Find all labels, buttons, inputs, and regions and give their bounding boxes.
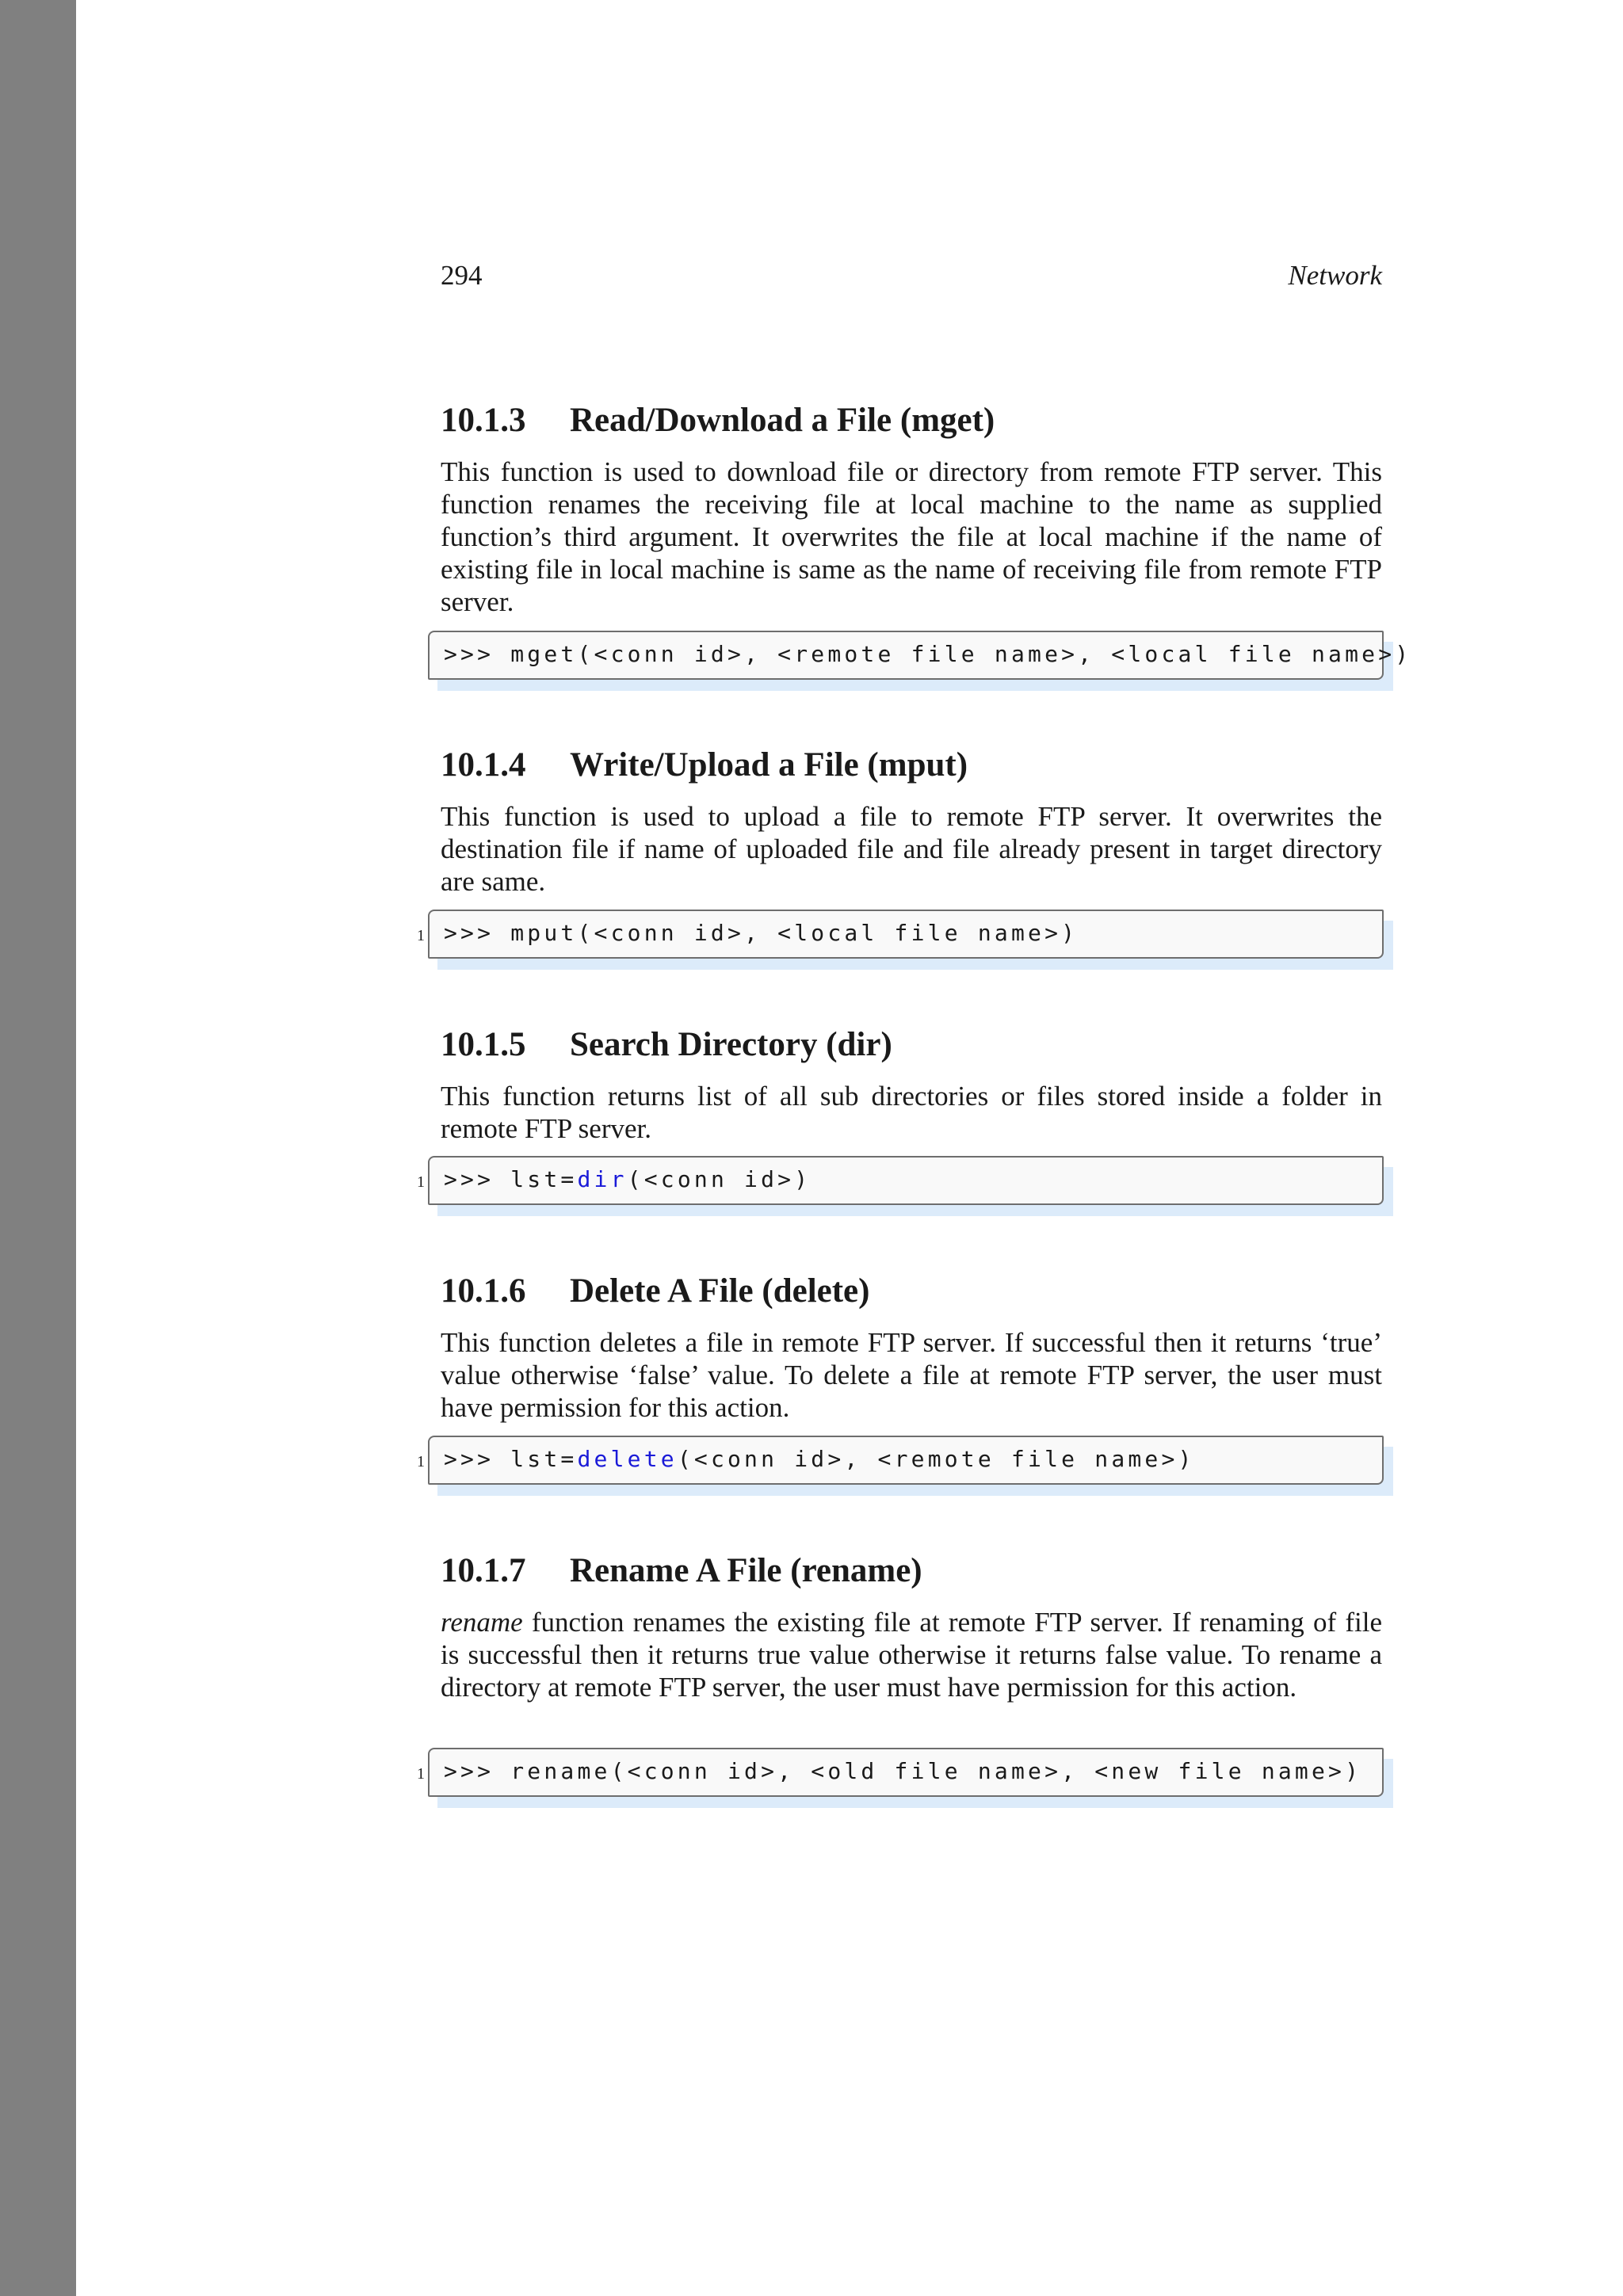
code-text-rest: (<conn id>, <remote file name>) bbox=[677, 1446, 1195, 1472]
section-number: 10.1.7 bbox=[441, 1552, 526, 1589]
page-number: 294 bbox=[441, 260, 483, 291]
section-number: 10.1.4 bbox=[441, 746, 526, 784]
section-heading bbox=[441, 1550, 1382, 1592]
code-keyword: delete bbox=[577, 1446, 678, 1472]
code-line bbox=[444, 1166, 811, 1192]
code-text: >>> mget(<conn id>, <remote file name>, <local file name>) bbox=[444, 641, 1412, 667]
code-box bbox=[428, 1156, 1384, 1205]
code-line-number: 1 bbox=[417, 1173, 425, 1191]
code-text: >>> lst= bbox=[444, 1446, 578, 1472]
section-dir bbox=[417, 1024, 1382, 1192]
section-paragraph bbox=[441, 1606, 1382, 1703]
page-edge-bar bbox=[0, 0, 76, 2296]
code-listing bbox=[417, 1748, 1384, 1797]
section-title: Rename A File (rename) bbox=[570, 1552, 922, 1589]
code-text: >>> lst= bbox=[444, 1166, 578, 1192]
section-paragraph: This function returns list of all sub directories or files stored inside a folder in remote FTP server. bbox=[441, 1081, 1382, 1144]
code-line-number: 1 bbox=[417, 1765, 425, 1783]
running-header bbox=[441, 260, 1382, 299]
code-box bbox=[428, 1748, 1384, 1797]
section-number: 10.1.5 bbox=[441, 1026, 526, 1063]
code-listing bbox=[417, 910, 1384, 959]
section-paragraph: This function is used to download file or directory from remote FTP server. This function renames the receiving file at local machine to the name as supplied function’s third argument. It overwrites the file at local machine if the name of existing file in local machine is same as the name of receiving file from remote FTP server. bbox=[441, 456, 1382, 617]
chapter-title: Network bbox=[1288, 260, 1382, 291]
section-title: Write/Upload a File (mput) bbox=[570, 746, 968, 784]
code-line bbox=[444, 641, 1411, 667]
section-number: 10.1.3 bbox=[441, 402, 526, 439]
section-mput bbox=[417, 745, 1382, 946]
section-heading bbox=[441, 745, 1382, 786]
code-line-number: 1 bbox=[417, 1453, 425, 1470]
code-line-number: 1 bbox=[417, 927, 425, 944]
code-listing bbox=[428, 631, 1412, 680]
code-box bbox=[428, 1436, 1384, 1485]
code-box bbox=[428, 910, 1384, 959]
section-paragraph: This function is used to upload a file to remote FTP server. It overwrites the destination file if name of uploaded file and file already present in target directory are same. bbox=[441, 801, 1382, 897]
section-heading bbox=[441, 1271, 1382, 1312]
section-heading bbox=[441, 400, 1382, 441]
section-title: Search Directory (dir) bbox=[570, 1026, 892, 1063]
code-box bbox=[428, 631, 1412, 680]
paragraph-text: function renames the existing file at remote FTP server. If renaming of file is successful then it returns true value otherwise it returns false value. To rename a directory at remote FTP server, the user must have permission for this action. bbox=[441, 1607, 1382, 1703]
section-title: Read/Download a File (mget) bbox=[570, 402, 995, 439]
section-heading bbox=[441, 1024, 1382, 1066]
section-rename bbox=[417, 1550, 1382, 1784]
section-mget bbox=[441, 400, 1412, 667]
section-delete bbox=[417, 1271, 1382, 1472]
code-keyword: dir bbox=[577, 1166, 628, 1192]
code-text-rest: (<conn id>) bbox=[627, 1166, 812, 1192]
section-number: 10.1.6 bbox=[441, 1272, 526, 1310]
code-text: >>> mput(<conn id>, <local file name>) bbox=[444, 920, 1079, 946]
code-line bbox=[444, 1446, 1195, 1472]
code-line bbox=[444, 1758, 1361, 1784]
code-listing bbox=[417, 1436, 1384, 1485]
code-line bbox=[444, 920, 1078, 946]
section-paragraph: This function deletes a file in remote FTP server. If successful then it returns ‘true’ value otherwise ‘false’ value. To delete a file at remote FTP server, the user must have permission for this action. bbox=[441, 1327, 1382, 1423]
emphasized-word: rename bbox=[441, 1607, 523, 1638]
section-title: Delete A File (delete) bbox=[570, 1272, 870, 1310]
code-text: >>> rename(<conn id>, <old file name>, <new file name>) bbox=[444, 1758, 1362, 1784]
code-listing bbox=[417, 1156, 1384, 1205]
